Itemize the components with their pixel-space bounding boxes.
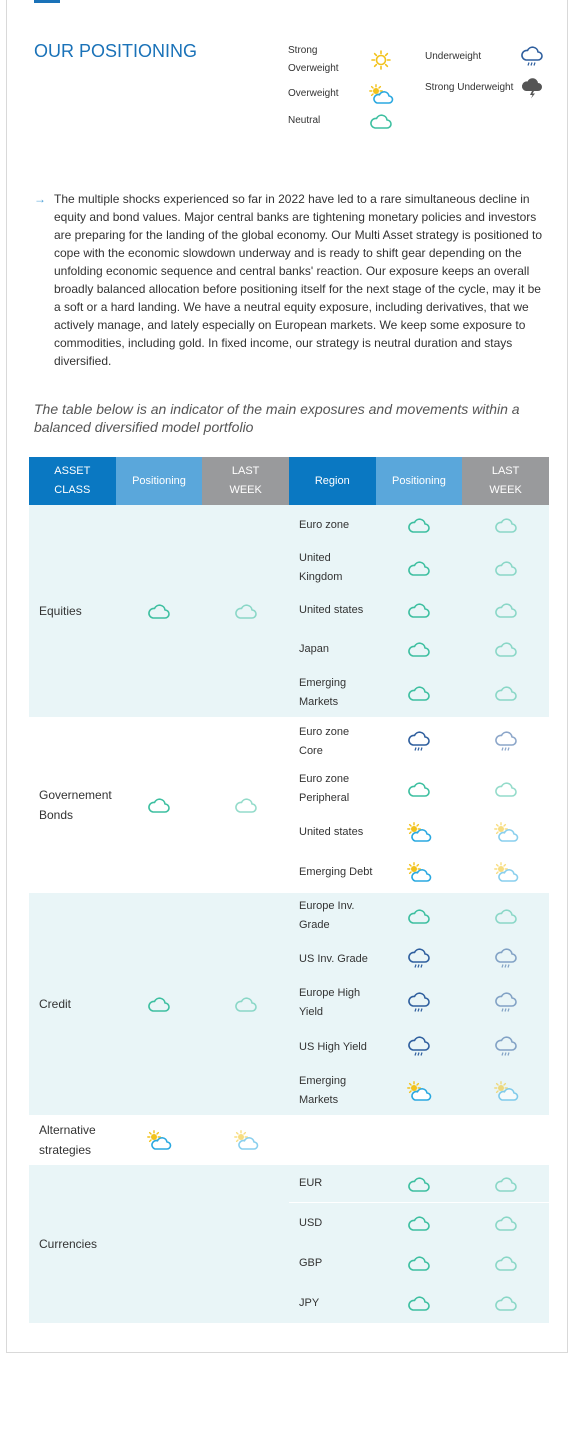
region-name: US High Yield [299, 1040, 367, 1053]
cloud-icon [368, 110, 394, 132]
header-last-week: LAST WEEK [202, 457, 289, 505]
legend-label: Strong Underweight [425, 82, 514, 93]
rain-cloud-icon [493, 948, 519, 970]
cloud-icon [406, 557, 432, 579]
legend-label: Neutral [288, 115, 321, 126]
region-positioning [376, 682, 463, 704]
region-last-week [462, 1080, 549, 1102]
legend-label: Strong Overweight [288, 45, 339, 74]
asset-group [29, 505, 549, 718]
region-name: USD [299, 1216, 323, 1229]
legend-strong-underweight [425, 77, 545, 99]
asset-last-week [202, 1129, 289, 1151]
cloud-icon [406, 514, 432, 536]
region-last-week [462, 1036, 549, 1058]
asset-cells [29, 893, 289, 1115]
region-name: Emerging Markets [299, 1075, 347, 1106]
sun-cloud-icon [368, 83, 394, 105]
header-asset-class: ASSET CLASS [29, 457, 116, 505]
rain-cloud-icon [406, 948, 432, 970]
region-row [289, 1067, 549, 1115]
region-last-week [462, 514, 549, 536]
region-row [289, 1283, 549, 1323]
asset-last-week [202, 794, 289, 816]
cloud-icon [406, 1252, 432, 1274]
region-positioning [376, 1212, 463, 1234]
region-positioning [376, 821, 463, 843]
asset-last-week [202, 993, 289, 1015]
region-positioning [376, 948, 463, 970]
asset-class-name: Equities [39, 604, 82, 618]
region-positioning [376, 1036, 463, 1058]
cloud-icon [493, 1252, 519, 1274]
region-row [289, 979, 549, 1027]
sun-cloud-icon [493, 1080, 519, 1102]
region-name: Emerging Debt [299, 865, 373, 878]
rain-cloud-icon [493, 1036, 519, 1058]
region-row [289, 718, 549, 766]
sun-icon [368, 49, 394, 71]
rain-cloud-icon [519, 46, 545, 68]
region-name: EUR [299, 1177, 323, 1189]
region-name: Euro zone Peripheral [299, 773, 350, 804]
page-title: OUR POSITIONING [34, 41, 198, 61]
region-positioning [376, 992, 463, 1014]
sun-cloud-icon [233, 1129, 259, 1151]
positioning-table [29, 457, 549, 1324]
cloud-icon [493, 638, 519, 660]
region-positioning [376, 861, 463, 883]
header-positioning: Positioning [116, 457, 203, 505]
cloud-icon [406, 638, 432, 660]
region-name: Europe High Yield [299, 987, 361, 1018]
accent-bar [34, 0, 60, 3]
legend-underweight [425, 46, 545, 68]
region-last-week [462, 731, 549, 753]
storm-cloud-icon [519, 77, 545, 99]
positioning-card [6, 0, 568, 1353]
header-region-positioning: Positioning [376, 457, 463, 505]
region-positioning [376, 1292, 463, 1314]
cloud-icon [146, 600, 172, 622]
region-last-week [462, 599, 549, 621]
region-last-week [462, 948, 549, 970]
asset-cells [29, 505, 289, 717]
region-row [289, 812, 549, 852]
sun-cloud-icon [493, 861, 519, 883]
asset-positioning [116, 993, 203, 1015]
region-row [289, 939, 549, 979]
asset-group [29, 718, 549, 893]
cloud-icon [406, 1173, 432, 1195]
rain-cloud-icon [493, 731, 519, 753]
region-positioning [376, 905, 463, 927]
cloud-icon [493, 1212, 519, 1234]
region-row [289, 1165, 549, 1203]
table-header [29, 457, 549, 505]
region-row [289, 1243, 549, 1283]
cloud-icon [233, 600, 259, 622]
region-name: US Inv. Grade [299, 952, 368, 965]
table-caption: The table below is an indicator of the main exposures and movements within a balanced diversified model portfolio [34, 401, 520, 435]
region-row [289, 1203, 549, 1243]
cloud-icon [406, 1212, 432, 1234]
region-last-week [462, 1173, 549, 1195]
asset-positioning [116, 600, 203, 622]
region-last-week [462, 778, 549, 800]
region-positioning [376, 599, 463, 621]
sun-cloud-icon [146, 1129, 172, 1151]
rain-cloud-icon [406, 1036, 432, 1058]
legend-neutral [288, 110, 394, 132]
asset-cells [29, 718, 289, 892]
cloud-icon [493, 905, 519, 927]
sun-cloud-icon [406, 821, 432, 843]
asset-last-week [202, 600, 289, 622]
cloud-icon [493, 778, 519, 800]
cloud-icon [233, 993, 259, 1015]
region-positioning [376, 778, 463, 800]
region-name: United states [299, 603, 364, 616]
header-region-last-week: LAST WEEK [462, 457, 549, 505]
asset-positioning [116, 794, 203, 816]
region-last-week [462, 905, 549, 927]
table-body [29, 505, 549, 1324]
rain-cloud-icon [406, 992, 432, 1014]
cloud-icon [146, 993, 172, 1015]
intro-paragraph [34, 190, 549, 370]
region-last-week [462, 557, 549, 579]
rain-cloud-icon [406, 731, 432, 753]
region-last-week [462, 861, 549, 883]
asset-group [29, 893, 549, 1116]
region-name: United Kingdom [299, 552, 343, 583]
asset-cells [29, 1165, 289, 1323]
cloud-icon [493, 557, 519, 579]
cloud-icon [493, 599, 519, 621]
region-name: Emerging Markets [299, 677, 347, 708]
asset-class-name: Currencies [39, 1237, 98, 1251]
intro-text: The multiple shocks experienced so far in 2022 have led to a rare simultaneous decline in equity and bond values. Major central banks are tightening monetary policies and investors are preparing for the landing of the global economy. Our Multi Asset strategy is positioned to cope with the economic slowdown underway and is ready to shift gear depending on the unfolding economic sequence and central banks' reaction. Our exposure keeps an overall broadly balanced allocation before positioning itself for the next stage of the cycle, may it be a soft or a hard landing. We have a neutral equity exposure, including derivatives, that we actively manage, and lately especially on European markets. We keep some exposure to commodities, including gold. In fixed income, our strategy is neutral duration and stays diversified. [54, 192, 543, 368]
region-row [289, 545, 549, 591]
legend [7, 42, 569, 142]
asset-class-name: Governement Bonds [39, 788, 112, 822]
region-positioning [376, 557, 463, 579]
region-last-week [462, 1252, 549, 1274]
region-row [289, 766, 549, 812]
legend-overweight [288, 83, 394, 105]
sun-cloud-icon [406, 1080, 432, 1102]
region-name: Europe Inv. Grade [299, 900, 355, 931]
region-name: Euro zone [299, 518, 350, 531]
region-last-week [462, 821, 549, 843]
region-rows [289, 1116, 549, 1164]
legend-label: Overweight [288, 88, 339, 99]
region-row [289, 669, 549, 717]
cloud-icon [493, 1292, 519, 1314]
sun-cloud-icon [493, 821, 519, 843]
asset-group [29, 1165, 549, 1324]
region-name: Euro zone Core [299, 726, 350, 757]
region-positioning [376, 1080, 463, 1102]
region-last-week [462, 682, 549, 704]
region-row [289, 591, 549, 629]
region-last-week [462, 1292, 549, 1314]
asset-class-name: Credit [39, 997, 72, 1011]
region-positioning [376, 638, 463, 660]
region-positioning [376, 514, 463, 536]
cloud-icon [406, 778, 432, 800]
region-last-week [462, 992, 549, 1014]
asset-positioning [116, 1129, 203, 1151]
region-rows [289, 893, 549, 1115]
cloud-icon [146, 794, 172, 816]
region-row [289, 893, 549, 939]
rain-cloud-icon [493, 992, 519, 1014]
cloud-icon [233, 794, 259, 816]
asset-group [29, 1116, 549, 1165]
cloud-icon [406, 905, 432, 927]
asset-cells [29, 1116, 289, 1164]
region-positioning [376, 1173, 463, 1195]
cloud-icon [493, 682, 519, 704]
region-name: JPY [299, 1296, 320, 1309]
region-rows [289, 1165, 549, 1323]
region-name: Japan [299, 642, 329, 655]
arrow-right-icon: → [34, 192, 46, 206]
legend-strong-overweight [288, 42, 394, 78]
region-name: GBP [299, 1256, 323, 1269]
region-row [289, 852, 549, 892]
cloud-icon [406, 599, 432, 621]
cloud-icon [406, 682, 432, 704]
cloud-icon [493, 514, 519, 536]
region-rows [289, 718, 549, 892]
region-row [289, 629, 549, 669]
sun-cloud-icon [406, 861, 432, 883]
cloud-icon [406, 1292, 432, 1314]
asset-class-name: Alternative strategies [39, 1123, 96, 1157]
region-positioning [376, 731, 463, 753]
header-region: Region [289, 457, 376, 505]
region-positioning [376, 1252, 463, 1274]
region-last-week [462, 638, 549, 660]
legend-label: Underweight [425, 51, 482, 62]
region-last-week [462, 1212, 549, 1234]
region-rows [289, 505, 549, 717]
region-row [289, 1027, 549, 1067]
cloud-icon [493, 1173, 519, 1195]
region-row [289, 505, 549, 545]
region-name: United states [299, 825, 364, 838]
